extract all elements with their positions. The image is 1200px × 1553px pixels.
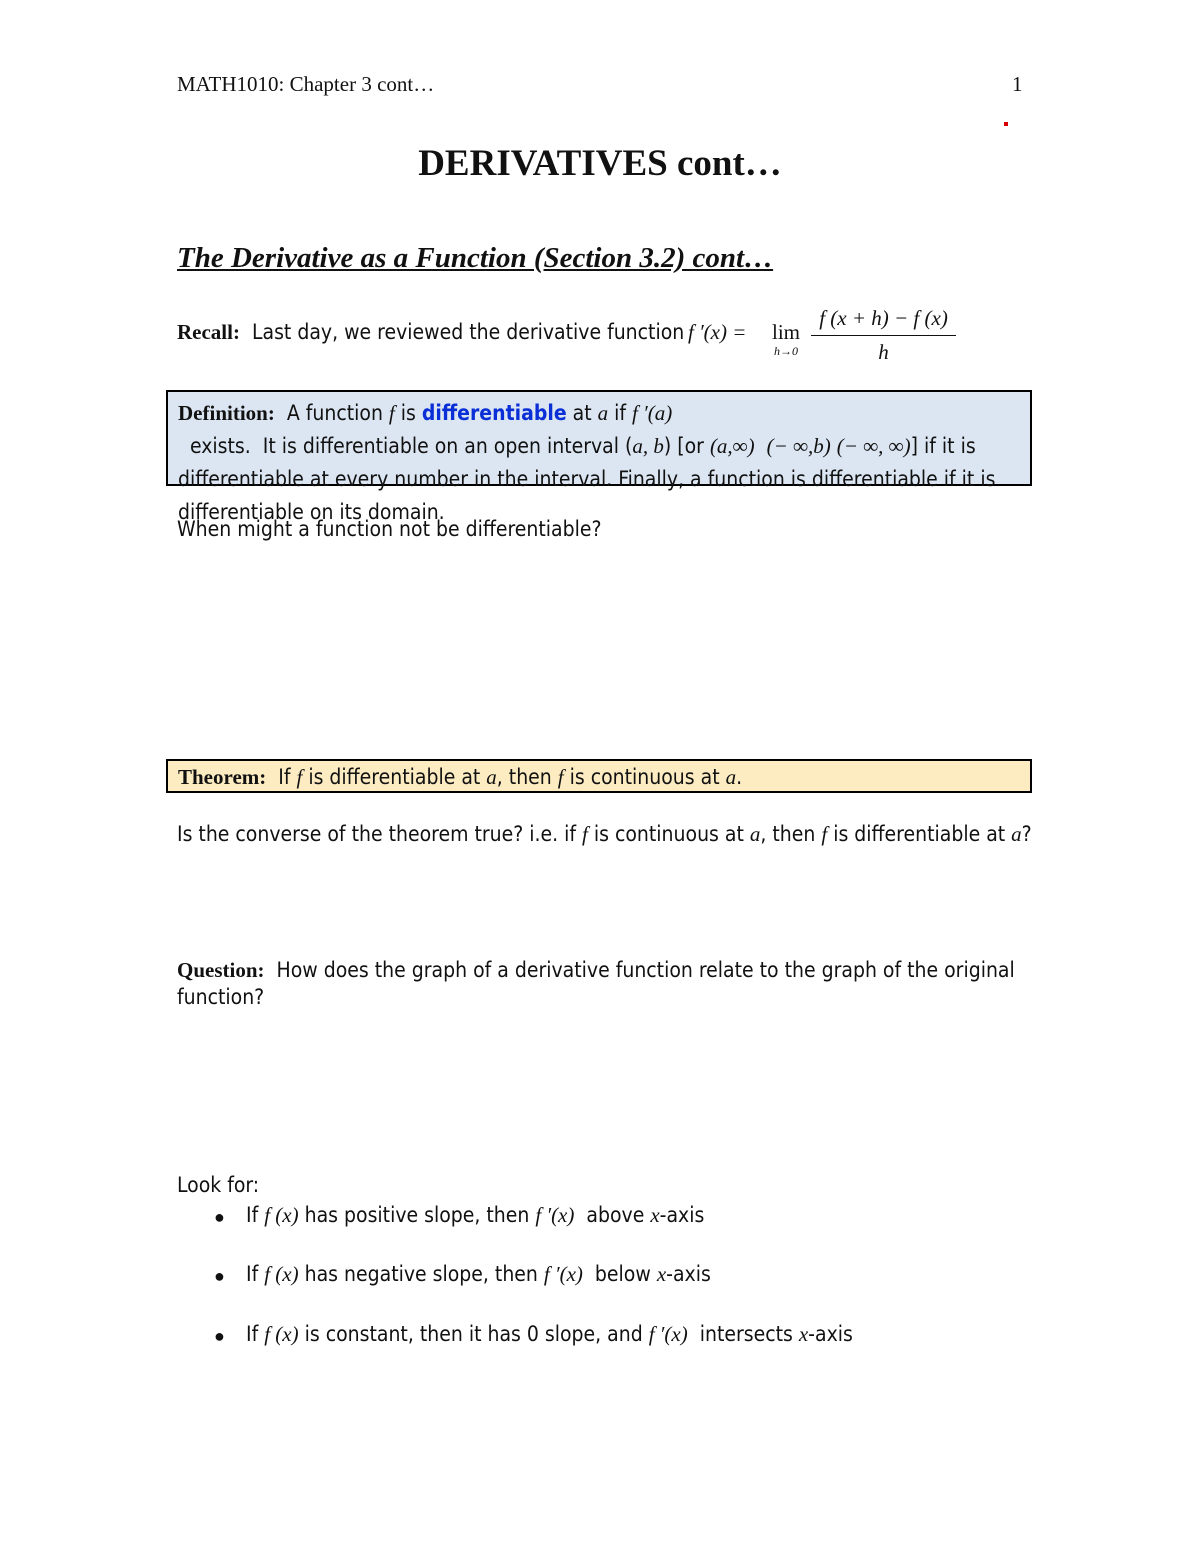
- formula-lim: lim: [772, 320, 801, 344]
- formula-lim-sub: h→0: [774, 344, 798, 358]
- section-heading: The Derivative as a Function (Section 3.2) cont…: [177, 242, 774, 274]
- question-line: How does the graph of a derivative function relate to the graph of the original: [264, 958, 1015, 982]
- formula-denominator: h: [878, 340, 889, 364]
- definition-text: at: [566, 401, 598, 425]
- definition-text: if: [608, 401, 633, 425]
- page-title: DERIVATIVES cont…: [418, 143, 782, 184]
- definition-label: Definition:: [178, 401, 275, 425]
- definition-text: A function: [274, 401, 389, 425]
- item-text: intersects: [687, 1322, 799, 1346]
- graph-relation-question: [177, 957, 1037, 1011]
- item-text: -axis: [808, 1322, 853, 1346]
- math-ab: a, b: [632, 434, 664, 458]
- var-f: f: [582, 822, 588, 846]
- fraction-bar: [811, 335, 956, 336]
- math-fprime-a: f ′(a): [632, 401, 673, 425]
- math-interval: (a,∞): [709, 434, 755, 458]
- math-interval: (− ∞, ∞): [836, 434, 911, 458]
- item-text: above: [574, 1203, 651, 1227]
- var-x: x: [798, 1322, 809, 1346]
- math-fx: f (x): [264, 1262, 299, 1286]
- item-text: -axis: [666, 1262, 711, 1286]
- list-item: [246, 1203, 704, 1228]
- converse-question: [177, 822, 1032, 847]
- var-x: x: [650, 1203, 660, 1227]
- item-text: -axis: [659, 1203, 705, 1227]
- math-fprime-x: f ′(x): [535, 1203, 575, 1227]
- theorem-text: .: [736, 765, 743, 789]
- var-a: a: [1011, 822, 1022, 846]
- question-not-differentiable: When might a function not be differentiable?: [177, 517, 602, 541]
- red-marker: [1004, 122, 1008, 126]
- derivative-formula: [688, 306, 988, 366]
- math-fprime-x: f ′(x): [648, 1322, 688, 1346]
- definition-text: is: [394, 401, 422, 425]
- converse-text: , then: [760, 822, 822, 846]
- var-a: a: [725, 765, 737, 789]
- formula-lhs: f ′(x) =: [688, 320, 752, 344]
- theorem-text: , then: [496, 765, 558, 789]
- item-text: If: [246, 1262, 265, 1286]
- bullet-icon: ●: [214, 1326, 225, 1346]
- math-interval: (− ∞,b): [766, 434, 831, 458]
- var-f: f: [388, 401, 395, 425]
- var-f: f: [821, 822, 828, 846]
- recall-paragraph: [177, 320, 690, 345]
- theorem-text: is differentiable at: [302, 765, 487, 789]
- var-a: a: [597, 401, 609, 425]
- theorem-box: [166, 759, 1032, 793]
- math-fx: f (x): [264, 1203, 299, 1227]
- converse-text: Is the converse of the theorem true? i.e. if: [177, 822, 583, 846]
- theorem-text: If: [266, 765, 297, 789]
- converse-text: is differentiable at: [827, 822, 1012, 846]
- formula-numerator: f (x + h) − f (x): [819, 306, 948, 330]
- question-line: function?: [177, 985, 265, 1009]
- bullet-icon: ●: [214, 1266, 225, 1286]
- recall-label: Recall:: [177, 320, 240, 344]
- item-text: has positive slope, then: [298, 1203, 536, 1227]
- look-for-label: Look for:: [177, 1173, 260, 1197]
- page-number: 1: [1012, 72, 1023, 96]
- term-differentiable: differentiable: [421, 401, 567, 425]
- item-text: has negative slope, then: [298, 1262, 544, 1286]
- math-fx: f (x): [264, 1322, 299, 1346]
- item-text: If: [246, 1203, 265, 1227]
- var-f: f: [557, 765, 564, 789]
- var-a: a: [749, 822, 761, 846]
- bullet-icon: ●: [214, 1207, 225, 1227]
- var-x: x: [656, 1262, 667, 1286]
- formula-fraction: [811, 306, 956, 365]
- item-text: below: [582, 1262, 657, 1286]
- definition-text: ] if it is differentiable at every number in the interval. Finally, a function is differentiable if it is differentiable on its domain.: [178, 434, 996, 524]
- converse-text: is continuous at: [587, 822, 750, 846]
- item-text: If: [246, 1322, 265, 1346]
- math-fprime-x: f ′(x): [543, 1262, 583, 1286]
- definition-box: [166, 390, 1032, 524]
- list-item: [246, 1322, 853, 1347]
- theorem-text: is continuous at: [563, 765, 726, 789]
- question-label: Question:: [177, 958, 265, 982]
- definition-text: exists. It is differentiable on an open interval (: [178, 434, 633, 458]
- header-course: MATH1010: Chapter 3 cont…: [177, 72, 435, 96]
- list-item: [246, 1262, 711, 1287]
- var-a: a: [486, 765, 497, 789]
- var-f: f: [296, 765, 303, 789]
- item-text: is constant, then it has 0 slope, and: [298, 1322, 649, 1346]
- theorem-label: Theorem:: [178, 765, 267, 789]
- converse-text: ?: [1021, 822, 1032, 846]
- recall-text: Last day, we reviewed the derivative function: [239, 320, 691, 344]
- definition-text: ) [or: [663, 434, 710, 458]
